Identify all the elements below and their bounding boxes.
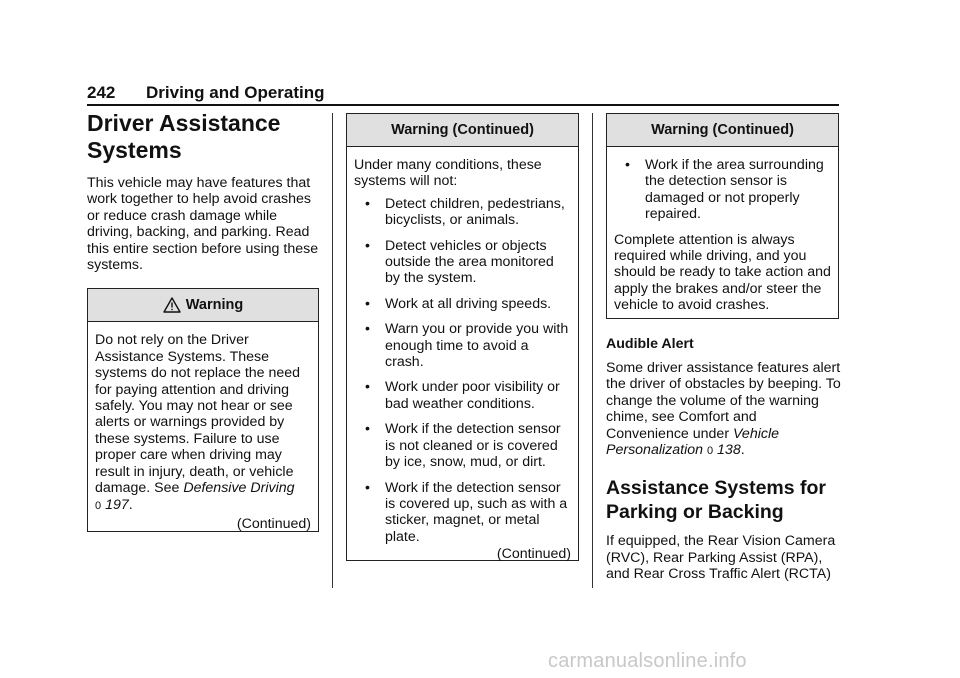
continued-label-2: (Continued) (496, 546, 571, 563)
column-3-text (606, 336, 842, 583)
column-divider-2 (592, 113, 593, 588)
watermark: carmanualsonline.info (548, 650, 747, 672)
warning-body (88, 322, 318, 532)
warning-continued-header-2: Warning (Continued) (607, 114, 838, 147)
page-title-line-1: Driver Assistance (87, 110, 281, 136)
page-ref-symbol: 0 (706, 445, 714, 458)
warning-continued-body-2 (607, 147, 838, 314)
list-item: • Work if the area surrounding the detection sensor is damaged or not properly repaired. (625, 157, 824, 223)
section-heading-line-2: Parking or Backing (606, 501, 784, 524)
closing-paragraph: Complete attention is always required while driving, and you should be ready to take action and apply the brakes and/or steer the vehicle to avoid crashes. (614, 231, 831, 314)
list-item: • Work if the detection sensor is covered up, such as with a sticker, magnet, or metal plate. (365, 479, 568, 545)
xref-vehicle-personalization[interactable]: Vehicle Personalization (606, 425, 780, 459)
list-item: • Work if the detection sensor is not cleaned or is covered by ice, snow, mud, or dirt. (365, 421, 561, 471)
list-item: • Warn you or provide you with enough time to avoid a crash. (365, 321, 569, 371)
warning-box-header (88, 289, 318, 322)
audible-alert-paragraph: Some driver assistance features alert the driver of obstacles by beeping. To change the volume of the warning chime, see Comfort and Convenience under Vehicle Personalization 0 138. (606, 360, 841, 459)
xref-defensive-driving[interactable]: Defensive Driving (183, 480, 295, 497)
audible-alert-heading: Audible Alert (606, 336, 694, 352)
warning-box (87, 288, 319, 532)
xref-page-197[interactable]: 197 (105, 496, 129, 513)
warning-text: Do not rely on the Driver Assistance Systems. These systems do not replace the need for paying attention and driving safely. You may not hear or see alerts or warnings provided by these systems. Failure to use proper care when driving may result in injury, death, or vehicle damage. See (95, 332, 301, 497)
warning-continued-box-2 (606, 113, 839, 319)
warning-heading: Warning (185, 297, 244, 314)
conditions-list (354, 196, 571, 545)
page-ref-symbol: 0 (95, 499, 102, 512)
intro-paragraph: This vehicle may have features that work together to help avoid crashes or reduce crash damage while driving, backing, and parking. Read this entire section before using these systems. (87, 175, 319, 274)
header-rule (87, 104, 839, 106)
section-heading-line-1: Assistance Systems for (606, 477, 827, 500)
page-number: 242 (87, 83, 116, 102)
conditions-intro: Under many conditions, these systems will not: (354, 157, 542, 190)
column-divider-1 (332, 113, 333, 588)
list-item: • Work at all driving speeds. (365, 295, 552, 312)
warning-triangle-icon (163, 297, 181, 313)
xref-page-138[interactable]: 138 (717, 442, 741, 459)
list-item: • Work under poor visibility or bad weather conditions. (365, 379, 560, 412)
column-1 (87, 110, 322, 532)
page-title-line-2: Systems (87, 137, 182, 163)
section-paragraph: If equipped, the Rear Vision Camera (RVC), Rear Parking Assist (RPA), and Rear Cross Traffic Alert (RCTA) (606, 533, 836, 583)
warning-continued-body-1 (347, 147, 578, 563)
list-item: • Detect children, pedestrians, bicyclists, or animals. (365, 195, 565, 229)
warning-continued-header-1: Warning (Continued) (347, 114, 578, 147)
section-header-title: Driving and Operating (146, 83, 325, 102)
xref-end-period: . (128, 496, 133, 513)
continued-label: (Continued) (236, 515, 311, 532)
warning-continued-box-1 (346, 113, 579, 561)
conditions-list-2 (614, 157, 831, 223)
list-item: • Detect vehicles or objects outside the area monitored by the system. (365, 237, 554, 287)
